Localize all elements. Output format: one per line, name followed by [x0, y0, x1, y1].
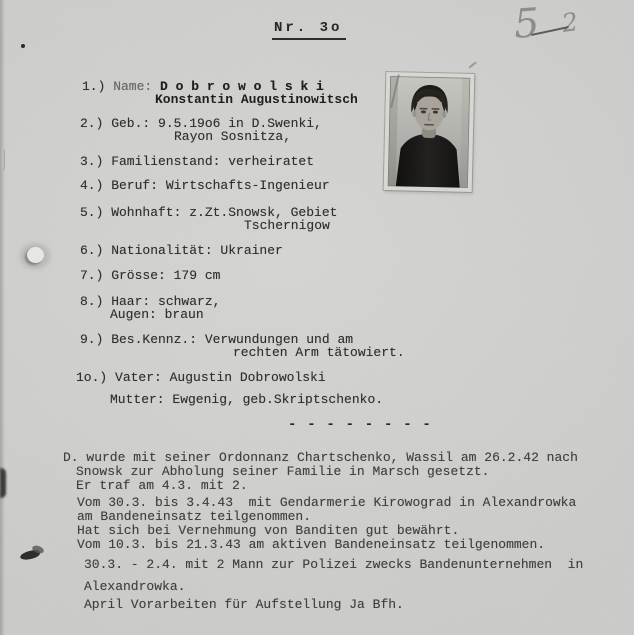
note-line: 30.3. - 2.4. mit 2 Mann zur Polizei zwecks Bandenunternehmen in: [84, 557, 584, 572]
field-value: Ukrainer: [220, 243, 283, 258]
field-wohnhaft-line2: Tschernigow: [244, 218, 330, 233]
field-beruf: [80, 179, 330, 192]
ink-speck: [21, 44, 25, 48]
document-number: Nr. 3o: [272, 22, 346, 40]
field-number: 1o.): [76, 370, 108, 385]
field-number: 6.): [80, 243, 104, 258]
field-label: Bes.Kennz.:: [111, 332, 198, 347]
field-label: Beruf:: [111, 178, 159, 193]
field-groesse: [80, 269, 220, 282]
field-value: Ewgenig, geb.Skriptschenko.: [172, 392, 384, 407]
field-label: Grösse:: [111, 268, 166, 283]
field-value: z.Zt.Snowsk, Gebiet: [189, 205, 338, 220]
field-name-line2: Konstantin Augustinowitsch: [155, 92, 358, 107]
field-label: Vater:: [115, 370, 162, 385]
field-value: verheiratet: [228, 154, 315, 169]
field-familienstand: [80, 155, 314, 168]
field-value: Wirtschafts-Ingenieur: [165, 178, 330, 193]
dashed-separator: - - - - - - - -: [288, 417, 433, 433]
field-label: Haar:: [111, 294, 151, 309]
field-value: 179 cm: [173, 268, 221, 283]
note-line: Alexandrowka.: [84, 579, 186, 594]
field-number: 5.): [80, 205, 104, 220]
scratch-tick: [468, 61, 476, 68]
note-line: Vom 30.3. bis 3.4.43 mit Gendarmerie Kirowograd in Alexandrowka: [77, 495, 577, 510]
field-vater: [76, 371, 326, 384]
note-line: April Vorarbeiten für Aufstellung Ja Bfh.: [84, 597, 404, 612]
field-label: Familienstand:: [111, 154, 221, 169]
field-number: 9.): [80, 332, 104, 347]
field-label: Mutter:: [110, 392, 165, 407]
field-number: 1.): [82, 79, 106, 94]
pencil-note-5: 5: [512, 0, 541, 48]
field-value: D o b r o w o l s k i: [160, 79, 324, 94]
field-label: Wohnhaft:: [111, 205, 182, 220]
field-number: 3.): [80, 154, 104, 169]
field-mutter: [110, 393, 383, 406]
field-label: Geb.:: [111, 116, 151, 131]
note-line: am Bandeneinsatz teilgenommen.: [77, 509, 312, 524]
portrait-photo: [384, 72, 475, 192]
field-augen: [110, 308, 204, 321]
note-line: Vom 10.3. bis 21.3.43 am aktiven Bandeneinsatz teilgenommen.: [77, 537, 546, 552]
note-line: D. wurde mit seiner Ordonnanz Chartschenko, Wassil am 26.2.42 nach: [63, 450, 578, 465]
field-label: Nationalität:: [111, 243, 213, 258]
field-label: Augen:: [110, 307, 157, 322]
edge-blot: [0, 468, 6, 498]
note-line: Er traf am 4.3. mit 2.: [76, 478, 248, 493]
edge-scratch: [0, 150, 5, 172]
field-geb-line2: Rayon Sosnitza,: [174, 129, 292, 144]
portrait-photo-image: [388, 76, 470, 188]
note-line: Hat sich bei Vernehmung von Banditen gut bewährt.: [77, 523, 460, 538]
field-bes-kennz-line2: rechten Arm tätowiert.: [233, 345, 405, 360]
field-value: 9.5.19o6 in D.Swenki,: [158, 116, 322, 131]
note-line: Snowsk zur Abholung seiner Familie in Marsch gesetzt.: [76, 464, 490, 479]
field-value: braun: [164, 307, 204, 322]
scan-edge-shadow: [0, 0, 5, 635]
pencil-note-2: 2: [560, 7, 580, 38]
field-value: Augustin Dobrowolski: [169, 370, 326, 385]
field-number: 4.): [80, 178, 104, 193]
punch-hole: [27, 247, 44, 263]
field-number: 2.): [80, 116, 104, 131]
field-number: 8.): [80, 294, 104, 309]
field-label: Name:: [113, 79, 153, 94]
field-value: schwarz,: [158, 294, 221, 309]
field-number: 7.): [80, 268, 104, 283]
field-nationalitaet: [80, 244, 283, 257]
field-value: Verwundungen und am: [204, 332, 354, 347]
